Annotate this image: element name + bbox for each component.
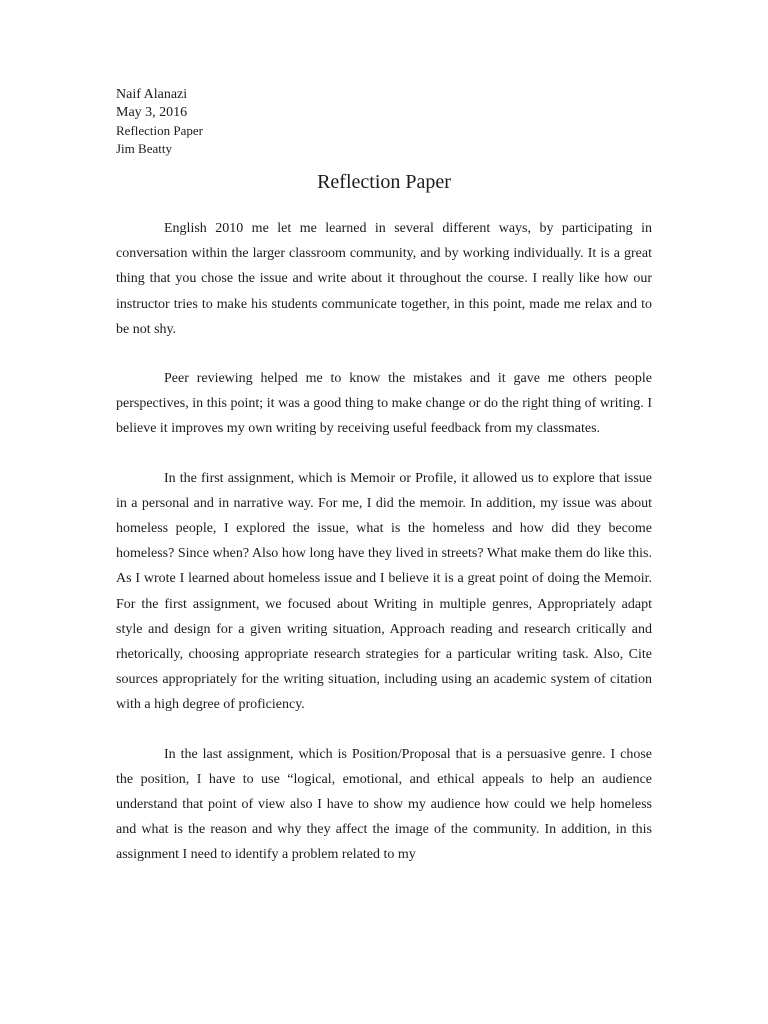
paragraph: English 2010 me let me learned in several different ways, by participating in conversation within the larger classroom community, and by working individually. It is a great thing that you chose the issue and write about it throughout the course. I really like how our instructor tries to make his students communicate together, in this point, made me relax and to be not shy. (116, 221, 652, 337)
paragraph: In the last assignment, which is Position/Proposal that is a persuasive genre. I chose the position, I have to use “logical, emotional, and ethical appeals to help an audience understand that point of view also I have to show my audience how could we help homeless and what is the reason and why they affect the image of the community. In addition, in this assignment I need to identify a problem related to my (116, 746, 652, 863)
document-date: May 3, 2016 (116, 105, 188, 120)
document-title: Reflection Paper (317, 171, 451, 193)
paragraph: Peer reviewing helped me to know the mistakes and it gave me others people perspectives, in this point; it was a good thing to make change or do the right thing of writing. I believe it improves my own writing by receiving useful feedback from my classmates. (116, 371, 652, 437)
author-name: Naif Alanazi (116, 87, 188, 102)
instructor-name: Jim Beatty (116, 141, 172, 156)
header-block (116, 86, 203, 158)
paragraph: In the first assignment, which is Memoir or Profile, it allowed us to explore that issue in a personal and in narrative way. For me, I did the memoir. In addition, my issue was about homeless people, I explored the issue, what is the homeless and how did they become homeless? Since when? Also how long have they lived in streets? What make them do like this. As I wrote I learned about homeless issue and I believe it is a great point of doing the Memoir. For the first assignment, we focused about Writing in multiple genres, Appropriately adapt style and design for a given writing situation, Approach reading and research critically and rhetorically, choosing appropriate research strategies for a particular writing task. Also, Cite sources appropriately for the writing situation, including using an academic system of citation with a high degree of proficiency. (116, 470, 652, 713)
document-body (116, 216, 652, 892)
document-type: Reflection Paper (116, 123, 203, 138)
